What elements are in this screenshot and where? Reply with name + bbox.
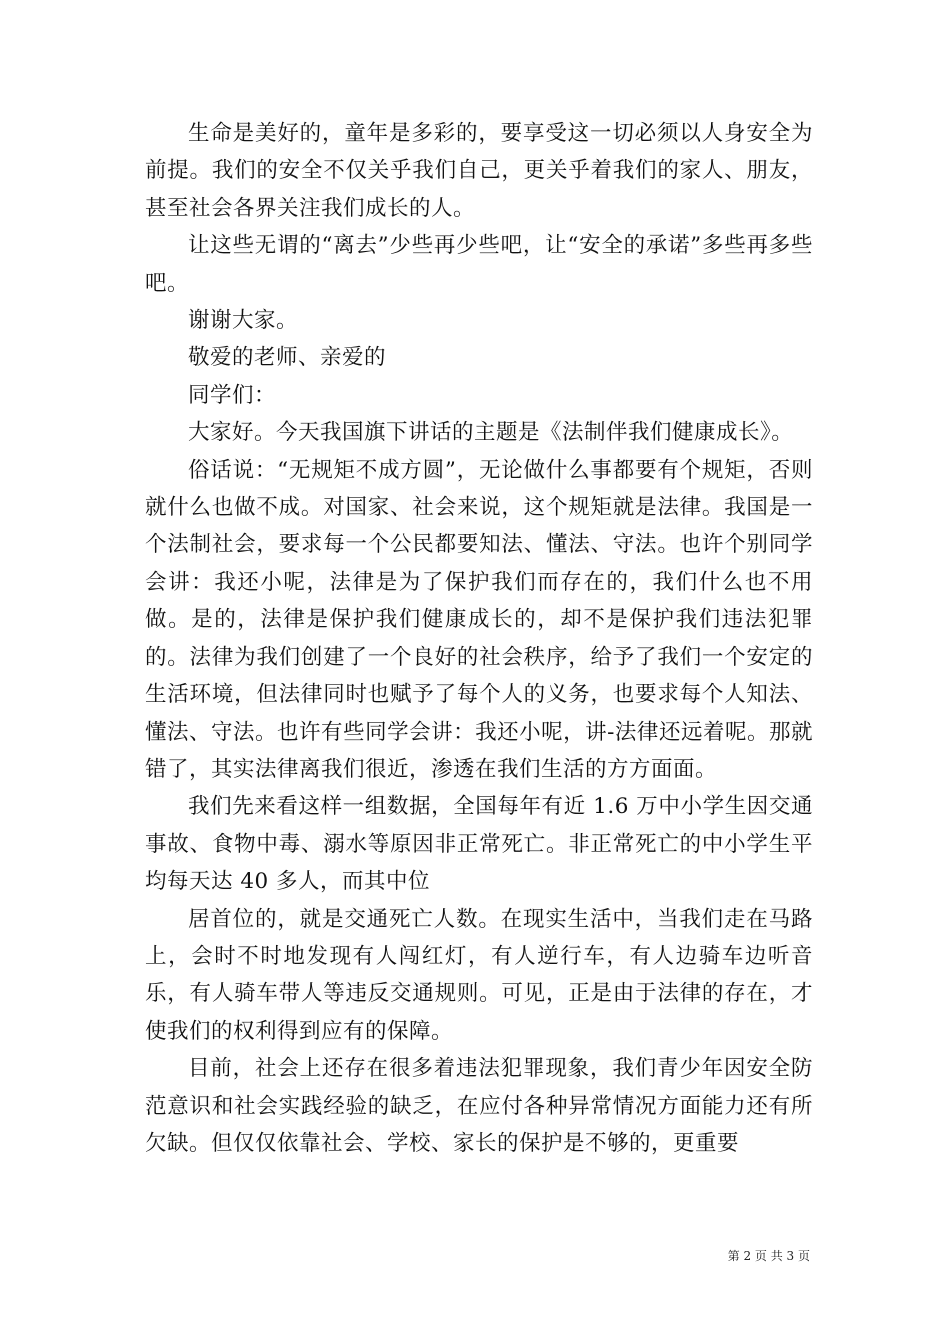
paragraph: 居首位的，就是交通死亡人数。在现实生活中，当我们走在马路上，会时不时地发现有人闯红灯，有人逆行车，有人边骑车边听音乐，有人骑车带人等违反交通规则。可见，正是由于法律的存在，才使我们的权利得到应有的保障。 bbox=[145, 906, 813, 1044]
paragraph: 让这些无谓的“离去”少些再少些吧，让“安全的承诺”多些再多些吧。 bbox=[145, 233, 813, 296]
paragraph: 俗话说：“无规矩不成方圆”，无论做什么事都要有个规矩，否则就什么也做不成。对国家、社会来说，这个规矩就是法律。我国是一个法制社会，要求每一个公民都要知法、懂法、守法。也许个别同学会讲：我还小呢，法律是为了保护我们而存在的，我们什么也不用做。是的，法律是保护我们健康成长的，却不是保护我们违法犯罪的。法律为我们创建了一个良好的社会秩序，给予了我们一个安定的生活环境，但法律同时也赋予了每个人的义务，也要求每个人知法、懂法、守法。也许有些同学会讲：我还小呢，讲-法律还远着呢。那就错了，其实法律离我们很近，渗透在我们生活的方方面面。 bbox=[145, 457, 813, 782]
paragraph: 目前，社会上还存在很多着违法犯罪现象，我们青少年因安全防范意识和社会实践经验的缺乏，在应付各种异常情况方面能力还有所欠缺。但仅仅依靠社会、学校、家长的保护是不够的，更重要 bbox=[145, 1056, 813, 1156]
paragraph: 生命是美好的，童年是多彩的，要享受这一切必须以人身安全为前提。我们的安全不仅关乎我们自己，更关乎着我们的家人、朋友，甚至社会各界关注我们成长的人。 bbox=[145, 121, 813, 221]
paragraph: 我们先来看这样一组数据，全国每年有近 1.6 万中小学生因交通事故、食物中毒、溺水等原因非正常死亡。非正常死亡的中小学生平均每天达 40 多人，而其中位 bbox=[145, 794, 813, 895]
paragraph: 同学们： bbox=[188, 382, 277, 408]
page-number: 第 2 页 共 3 页 bbox=[727, 1249, 810, 1263]
paragraph: 敬爱的老师、亲爱的 bbox=[188, 345, 387, 371]
paragraph: 谢谢大家。 bbox=[188, 308, 299, 334]
document-body bbox=[145, 115, 813, 1162]
paragraph: 大家好。今天我国旗下讲话的主题是《法制伴我们健康成长》。 bbox=[188, 420, 794, 446]
